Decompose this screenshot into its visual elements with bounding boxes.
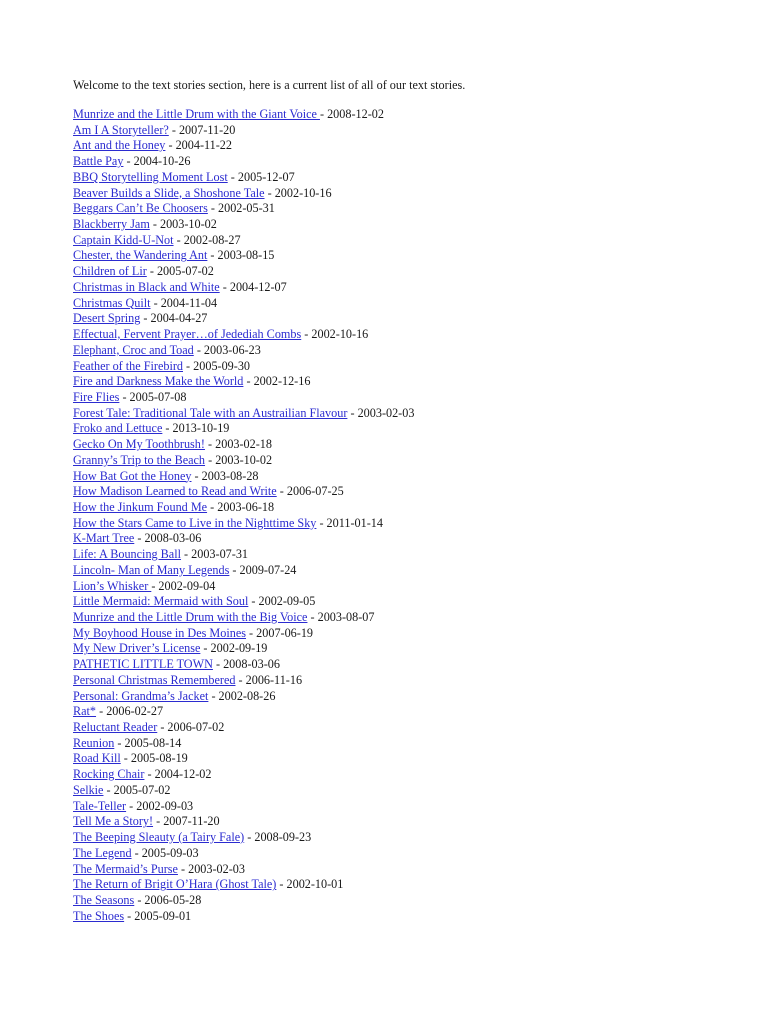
story-link[interactable]: PATHETIC LITTLE TOWN xyxy=(73,657,213,672)
story-list-item xyxy=(73,170,748,186)
date-separator: - xyxy=(243,374,254,389)
story-link[interactable]: Ant and the Honey xyxy=(73,138,166,153)
date-separator: - xyxy=(120,751,131,766)
date-separator: - xyxy=(119,389,130,404)
story-link[interactable]: Gecko On My Toothbrush! xyxy=(73,437,205,452)
story-list-item xyxy=(73,563,748,579)
story-date: 2005-07-02 xyxy=(156,264,214,279)
story-link[interactable]: Captain Kidd-U-Not xyxy=(73,232,174,247)
story-list-item xyxy=(73,280,748,296)
story-date: 2004-11-04 xyxy=(160,295,218,310)
date-separator: - xyxy=(140,311,151,326)
story-date: 2008-12-02 xyxy=(327,107,384,121)
date-separator: - xyxy=(207,248,218,263)
date-separator: - xyxy=(316,515,327,530)
date-separator: - xyxy=(126,798,137,813)
story-date: 2005-09-01 xyxy=(134,908,192,923)
story-date: 2007-11-20 xyxy=(163,814,220,829)
story-date: 2004-11-22 xyxy=(175,138,232,153)
date-separator: - xyxy=(347,405,358,420)
story-list-item xyxy=(73,186,748,202)
story-date: 2004-10-26 xyxy=(133,154,191,169)
story-date: 2005-08-14 xyxy=(124,735,182,750)
story-link[interactable]: Elephant, Croc and Toad xyxy=(73,342,194,357)
date-separator: - xyxy=(131,845,142,860)
date-separator: - xyxy=(150,295,161,310)
story-link[interactable]: Tale-Teller xyxy=(73,798,127,813)
story-date: 2005-09-30 xyxy=(193,358,251,373)
story-link[interactable]: Am I A Storyteller? xyxy=(73,122,169,137)
story-list-item xyxy=(73,893,748,909)
story-list-item xyxy=(73,264,748,280)
story-list-item xyxy=(73,767,748,783)
date-separator: - xyxy=(219,279,230,294)
story-list-item xyxy=(73,641,748,657)
story-link[interactable]: How Madison Learned to Read and Write xyxy=(73,484,277,499)
date-separator: - xyxy=(205,452,216,467)
story-list-item xyxy=(73,311,748,327)
story-link[interactable]: Tell Me a Story! xyxy=(73,814,154,829)
story-link[interactable]: My New Driver’s License xyxy=(73,641,201,656)
date-separator: - xyxy=(144,767,155,782)
story-link[interactable]: Granny’s Trip to the Beach xyxy=(73,452,206,467)
story-date: 2013-10-19 xyxy=(172,421,230,436)
story-link[interactable]: The Return of Brigit O’Hara (Ghost Tale) xyxy=(73,877,277,892)
story-list-item xyxy=(73,406,748,422)
story-date: 2004-12-07 xyxy=(229,279,287,294)
story-date: 2002-10-01 xyxy=(286,877,344,892)
story-list-item xyxy=(73,138,748,154)
story-date: 2008-09-23 xyxy=(254,830,312,845)
story-date: 2006-05-28 xyxy=(144,892,202,907)
story-link[interactable]: How the Jinkum Found Me xyxy=(73,499,208,514)
story-link[interactable]: Personal Christmas Remembered xyxy=(73,672,236,687)
story-link[interactable]: The Legend xyxy=(73,845,132,860)
story-date: 2007-06-19 xyxy=(256,625,314,640)
date-separator: - xyxy=(123,154,134,169)
story-list-item xyxy=(73,233,748,249)
story-link[interactable]: Children of Lir xyxy=(73,264,147,279)
story-link[interactable]: Forest Tale: Traditional Tale with an Austrailian Flavour xyxy=(73,405,348,420)
story-link[interactable]: Beggars Can’t Be Choosers xyxy=(73,201,208,216)
date-separator: - xyxy=(207,201,218,216)
story-list-item xyxy=(73,862,748,878)
date-separator: - xyxy=(173,232,184,247)
story-list-item xyxy=(73,830,748,846)
date-separator: - xyxy=(103,782,114,797)
story-list-item xyxy=(73,814,748,830)
story-list-item xyxy=(73,783,748,799)
story-list-item xyxy=(73,390,748,406)
story-link[interactable]: Personal: Grandma’s Jacket xyxy=(73,688,209,703)
intro-text: Welcome to the text stories section, here is a current list of all of our text stories. xyxy=(73,78,466,92)
story-link[interactable]: Chester, the Wandering Ant xyxy=(73,248,208,263)
story-date: 2002-12-16 xyxy=(253,374,311,389)
document-page xyxy=(73,78,748,924)
story-date: 2003-06-18 xyxy=(217,499,275,514)
story-link[interactable]: Munrize and the Little Drum with the Big Voice xyxy=(73,610,308,624)
story-list-item xyxy=(73,877,748,893)
story-link[interactable]: My Boyhood House in Des Moines xyxy=(73,625,246,640)
story-list-item xyxy=(73,374,748,390)
story-date: 2008-03-06 xyxy=(223,657,280,672)
story-list-item xyxy=(73,327,748,343)
story-date: 2009-07-24 xyxy=(239,562,297,577)
story-date: 2003-07-31 xyxy=(191,547,249,562)
story-list xyxy=(73,107,748,924)
story-date: 2003-02-03 xyxy=(357,405,415,420)
date-separator: - xyxy=(157,720,168,735)
story-link[interactable]: Fire Flies xyxy=(73,389,120,404)
date-separator: - xyxy=(212,657,224,672)
story-link[interactable]: Rocking Chair xyxy=(73,767,145,782)
date-separator: - xyxy=(146,264,157,279)
story-date: 2003-10-02 xyxy=(215,452,273,467)
story-link[interactable]: Munrize and the Little Drum with the Giant Voice xyxy=(73,107,320,121)
story-list-item xyxy=(73,720,748,736)
story-link[interactable]: Battle Pay xyxy=(73,154,124,169)
story-list-item xyxy=(73,736,748,752)
date-separator: - xyxy=(235,672,246,687)
story-date: 2003-10-02 xyxy=(159,217,217,232)
story-link[interactable]: Road Kill xyxy=(73,751,121,766)
story-list-item xyxy=(73,453,748,469)
story-link[interactable]: Effectual, Fervent Prayer…of Jedediah Combs xyxy=(73,327,302,342)
story-date: 2003-08-15 xyxy=(217,248,275,263)
story-link[interactable]: Selkie xyxy=(73,782,104,797)
story-date: 2003-06-23 xyxy=(203,342,261,357)
date-separator: - xyxy=(227,169,238,184)
story-list-item xyxy=(73,704,748,720)
story-link[interactable]: Feather of the Firebird xyxy=(73,358,183,373)
story-link[interactable]: Beaver Builds a Slide, a Shoshone Tale xyxy=(73,185,265,200)
story-date: 2005-12-07 xyxy=(237,169,295,184)
story-link[interactable]: Lincoln- Man of Many Legends xyxy=(73,562,230,577)
story-date: 2002-10-16 xyxy=(311,327,369,342)
date-separator: - xyxy=(151,578,159,593)
date-separator: - xyxy=(246,625,257,640)
story-list-item xyxy=(73,689,748,705)
story-list-item xyxy=(73,359,748,375)
story-list-item xyxy=(73,909,748,925)
story-date: 2005-09-03 xyxy=(141,845,199,860)
date-separator: - xyxy=(177,861,189,876)
story-date: 2002-09-05 xyxy=(258,594,316,609)
date-separator: - xyxy=(208,688,219,703)
date-separator: - xyxy=(183,358,194,373)
story-list-item xyxy=(73,594,748,610)
story-date: 2004-04-27 xyxy=(150,311,208,326)
story-list-item xyxy=(73,500,748,516)
date-separator: - xyxy=(200,641,211,656)
story-date: 2005-08-19 xyxy=(130,751,188,766)
story-link[interactable]: BBQ Storytelling Moment Lost xyxy=(73,169,228,184)
date-separator: - xyxy=(114,735,125,750)
date-separator: - xyxy=(276,877,287,892)
story-date: 2004-12-02 xyxy=(154,767,212,782)
story-list-item xyxy=(73,846,748,862)
story-date: 2003-02-18 xyxy=(215,437,272,452)
story-date: 2005-07-02 xyxy=(113,782,171,797)
story-list-item xyxy=(73,484,748,500)
story-list-item xyxy=(73,343,748,359)
story-link[interactable]: Lion’s Whisker xyxy=(73,578,152,593)
story-link[interactable]: Fire and Darkness Make the World xyxy=(73,374,244,389)
story-list-item xyxy=(73,610,748,626)
date-separator: - xyxy=(153,814,164,829)
date-separator: - xyxy=(162,421,173,436)
story-date: 2002-10-16 xyxy=(274,185,332,200)
story-date: 2002-08-27 xyxy=(183,232,241,247)
story-list-item xyxy=(73,579,748,595)
story-link[interactable]: Life: A Bouncing Ball xyxy=(73,547,181,562)
date-separator: - xyxy=(134,531,145,546)
story-date: 2002-08-26 xyxy=(218,688,276,703)
story-date: 2011-01-14 xyxy=(326,515,383,530)
story-link[interactable]: Christmas in Black and White xyxy=(73,279,220,294)
story-date: 2003-02-03 xyxy=(188,861,245,876)
story-link[interactable]: Little Mermaid: Mermaid with Soul xyxy=(73,594,249,609)
story-link[interactable]: Froko and Lettuce xyxy=(73,421,163,436)
story-date: 2003-08-07 xyxy=(317,610,375,624)
date-separator: - xyxy=(319,107,328,121)
story-date: 2002-09-19 xyxy=(210,641,268,656)
date-separator: - xyxy=(165,138,176,153)
story-link[interactable]: Rat* xyxy=(73,704,97,719)
story-date: 2006-07-02 xyxy=(167,720,225,735)
story-list-item xyxy=(73,201,748,217)
story-link[interactable]: How the Stars Came to Live in the Nighttime Sky xyxy=(73,515,317,530)
story-date: 2002-09-04 xyxy=(158,578,216,593)
story-list-item xyxy=(73,421,748,437)
date-separator: - xyxy=(193,342,204,357)
story-list-item xyxy=(73,248,748,264)
story-link[interactable]: Christmas Quilt xyxy=(73,295,151,310)
story-date: 2006-07-25 xyxy=(286,484,344,499)
date-separator: - xyxy=(207,499,218,514)
story-list-item xyxy=(73,751,748,767)
story-date: 2007-11-20 xyxy=(178,122,236,137)
date-separator: - xyxy=(124,908,135,923)
date-separator: - xyxy=(307,610,318,624)
story-date: 2006-11-16 xyxy=(245,672,303,687)
story-link[interactable]: The Shoes xyxy=(73,908,125,923)
date-separator: - xyxy=(96,704,107,719)
date-separator: - xyxy=(248,594,259,609)
date-separator: - xyxy=(134,892,145,907)
story-list-item xyxy=(73,799,748,815)
story-link[interactable]: Desert Spring xyxy=(73,311,141,326)
date-separator: - xyxy=(191,468,202,483)
story-date: 2005-07-08 xyxy=(129,389,187,404)
story-list-item xyxy=(73,437,748,453)
story-date: 2008-03-06 xyxy=(144,531,202,546)
story-list-item xyxy=(73,107,748,123)
story-list-item xyxy=(73,516,748,532)
story-list-item xyxy=(73,531,748,547)
story-link[interactable]: The Beeping Sleauty (a Tairy Fale) xyxy=(73,830,245,845)
story-list-item xyxy=(73,626,748,642)
date-separator: - xyxy=(149,217,160,232)
date-separator: - xyxy=(204,437,216,452)
story-date: 2006-02-27 xyxy=(106,704,164,719)
date-separator: - xyxy=(276,484,287,499)
story-link[interactable]: K-Mart Tree xyxy=(73,531,135,546)
date-separator: - xyxy=(229,562,240,577)
story-list-item xyxy=(73,296,748,312)
date-separator: - xyxy=(168,122,179,137)
story-list-item xyxy=(73,217,748,233)
story-list-item xyxy=(73,154,748,170)
story-link[interactable]: How Bat Got the Honey xyxy=(73,468,192,483)
story-list-item xyxy=(73,673,748,689)
story-list-item xyxy=(73,469,748,485)
story-list-item xyxy=(73,123,748,139)
story-link[interactable]: The Mermaid’s Purse xyxy=(73,861,178,876)
date-separator: - xyxy=(264,185,275,200)
date-separator: - xyxy=(180,547,192,562)
story-date: 2003-08-28 xyxy=(201,468,259,483)
story-link[interactable]: Reluctant Reader xyxy=(73,720,158,735)
story-list-item xyxy=(73,547,748,563)
story-link[interactable]: Reunion xyxy=(73,735,115,750)
story-list-item xyxy=(73,657,748,673)
date-separator: - xyxy=(301,327,312,342)
date-separator: - xyxy=(244,830,255,845)
story-date: 2002-05-31 xyxy=(218,201,275,216)
story-link[interactable]: The Seasons xyxy=(73,892,135,907)
story-link[interactable]: Blackberry Jam xyxy=(73,217,150,232)
story-date: 2002-09-03 xyxy=(136,798,194,813)
